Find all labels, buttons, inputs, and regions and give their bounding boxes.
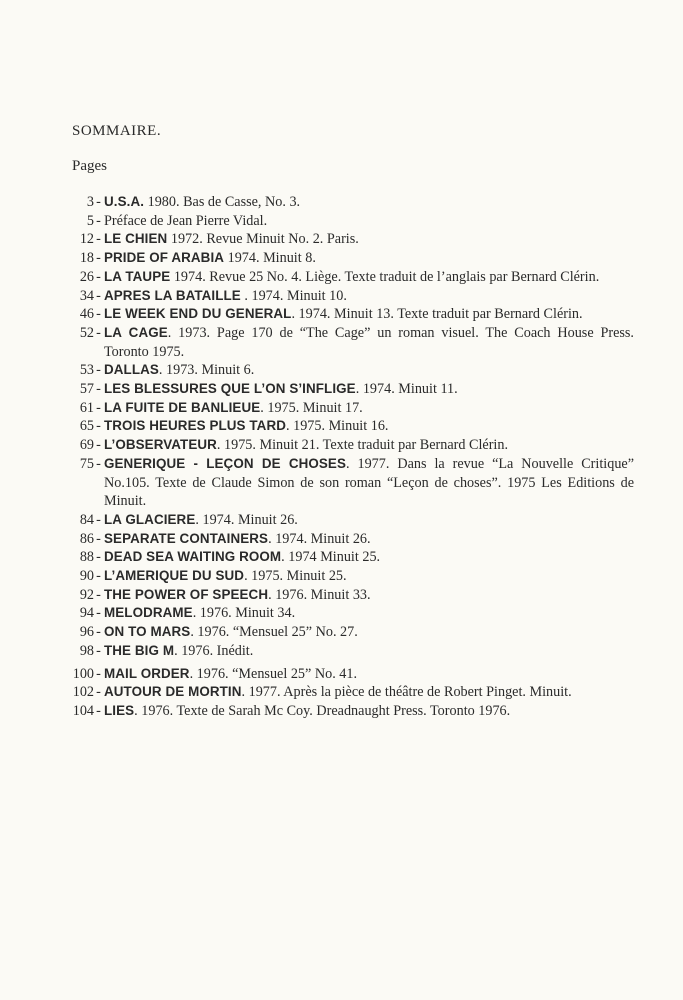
page-number: 96 (79, 624, 94, 641)
entry-details: . 1975. Minuit 16. (286, 418, 389, 435)
entry-details: . 1975. Minuit 17. (260, 399, 363, 416)
page-number: 92 (79, 586, 94, 603)
separator-dash: - (96, 250, 101, 267)
entry-details: . 1974. Minuit 26. (268, 530, 371, 547)
entry-description (103, 212, 634, 231)
page-number: 98 (79, 642, 94, 659)
entry-title: SEPARATE CONTAINERS (104, 530, 269, 546)
entry-title: DEAD SEA WAITING ROOM (104, 549, 282, 565)
toc-entry (0, 642, 683, 661)
entry-description (103, 436, 634, 455)
separator-dash: - (96, 194, 101, 210)
page-heading: SOMMAIRE. (72, 123, 162, 139)
entry-description (103, 230, 634, 249)
toc-entry (0, 380, 683, 399)
toc-entry (0, 230, 683, 249)
entry-title: APRES LA BATAILLE (104, 287, 241, 303)
toc-entry (0, 623, 683, 642)
toc-entry (0, 455, 683, 511)
entry-description (103, 249, 634, 268)
separator-dash: - (96, 437, 101, 454)
entry-details: . 1973. Page 170 de “The Cage” un roman visuel. The Coach House Press. Toronto 1975. (104, 324, 634, 360)
entry-details: . 1973. Minuit 6. (158, 362, 255, 379)
entry-description (103, 567, 634, 586)
entry-details: . 1975. Minuit 21. Texte traduit par Bernard Clérin. (216, 437, 509, 454)
entry-details: . 1977. Après la pièce de théâtre de Robert Pinget. Minuit. (241, 684, 572, 701)
entry-details: 1972. Revue Minuit No. 2. Paris. (167, 231, 359, 248)
separator-dash: - (96, 399, 101, 416)
entry-title: AUTOUR DE MORTIN (104, 684, 242, 700)
separator-dash: - (96, 586, 101, 603)
entry-details: 1974. Minuit 8. (224, 250, 316, 267)
entry-details: . 1976. “Mensuel 25” No. 27. (190, 624, 358, 641)
page-number: 102 (72, 684, 94, 701)
separator-dash: - (96, 549, 101, 566)
toc-entry (0, 287, 683, 306)
page-number: 84 (79, 511, 94, 528)
entry-details: . 1974. Minuit 13. Texte traduit par Bernard Clérin. (291, 306, 583, 323)
page-number: 52 (79, 324, 94, 341)
page-number: 100 (72, 665, 94, 682)
toc-entry (0, 212, 683, 231)
entry-description (103, 193, 634, 212)
toc-entry (0, 604, 683, 623)
toc-entry (0, 683, 683, 702)
entry-title: PRIDE OF ARABIA (104, 250, 225, 266)
entry-description (103, 380, 634, 399)
table-of-contents (0, 193, 683, 721)
entry-title: L’OBSERVATEUR (104, 437, 217, 453)
separator-dash: - (96, 511, 101, 528)
entry-title: LA FUITE DE BANLIEUE (104, 399, 261, 415)
page-number: 94 (79, 605, 94, 622)
page-number: 65 (79, 418, 94, 435)
toc-entry (0, 361, 683, 380)
toc-entry (0, 586, 683, 605)
entry-description (103, 287, 634, 306)
toc-entry (0, 511, 683, 530)
page-number: 88 (79, 549, 94, 566)
entry-title: ON TO MARS (104, 624, 191, 640)
entry-title: LE WEEK END DU GENERAL (104, 306, 292, 322)
toc-entry (0, 324, 683, 361)
entry-description (103, 623, 634, 642)
entry-title: L’AMERIQUE DU SUD (104, 568, 245, 584)
entry-description (103, 399, 634, 418)
page-number: 3 (86, 194, 94, 210)
entry-description (103, 665, 634, 684)
entry-details: . 1976. Texte de Sarah Mc Coy. Dreadnaught Press. Toronto 1976. (134, 702, 511, 719)
entry-title: THE BIG M (104, 642, 175, 658)
page-number: 57 (79, 381, 94, 398)
entry-description (103, 455, 634, 511)
separator-dash: - (96, 665, 101, 682)
separator-dash: - (96, 455, 101, 472)
entry-details: . 1976. Minuit 33. (268, 586, 371, 603)
entry-title: LE CHIEN (104, 231, 168, 247)
entry-details: . 1976. Inédit. (174, 642, 254, 659)
entry-description (103, 530, 634, 549)
separator-dash: - (96, 268, 101, 285)
entry-details: . 1974. Minuit 10. (240, 287, 347, 304)
entry-description (103, 604, 634, 623)
entry-description (103, 702, 634, 721)
entry-title: LIES (104, 702, 135, 718)
entry-description (103, 417, 634, 436)
entry-title: MELODRAME (104, 605, 193, 621)
entry-description (103, 268, 634, 287)
separator-dash: - (96, 418, 101, 435)
separator-dash: - (96, 702, 101, 719)
separator-dash: - (96, 684, 101, 701)
page-number: 26 (79, 268, 94, 285)
pages-column-label: Pages (72, 158, 107, 174)
page-number: 90 (79, 568, 94, 585)
separator-dash: - (96, 306, 101, 323)
toc-entry (0, 548, 683, 567)
entry-details: . 1974. Minuit 11. (355, 381, 458, 398)
separator-dash: - (96, 362, 101, 379)
entry-details: . 1974. Minuit 26. (195, 511, 298, 528)
page-number: 18 (79, 250, 94, 267)
entry-details: . 1977. Dans la revue “La Nouvelle Critique” No.105. Texte de Claude Simon de son roman “Leçon de choses”. 1975 Les Editions de Minuit. (104, 455, 635, 510)
entry-title: U.S.A. (104, 194, 145, 209)
toc-entry (0, 305, 683, 324)
separator-dash: - (96, 324, 101, 341)
toc-entry (0, 249, 683, 268)
entry-description (103, 683, 634, 702)
entry-details: . 1976. “Mensuel 25” No. 41. (189, 665, 358, 682)
toc-entry (0, 436, 683, 455)
entry-description (103, 324, 634, 361)
page-number: 104 (72, 702, 94, 719)
toc-entry (0, 702, 683, 721)
separator-dash: - (96, 642, 101, 659)
separator-dash: - (96, 568, 101, 585)
page-number: 46 (79, 306, 94, 323)
entry-details: Préface de Jean Pierre Vidal. (104, 212, 268, 229)
entry-description (103, 305, 634, 324)
entry-title: TROIS HEURES PLUS TARD (104, 418, 286, 434)
separator-dash: - (96, 287, 101, 304)
entry-title: LA CAGE (104, 324, 168, 340)
separator-dash: - (96, 381, 101, 398)
page-number: 34 (79, 287, 94, 304)
page-number: 86 (79, 530, 94, 547)
toc-entry (0, 417, 683, 436)
page-number: 61 (79, 399, 94, 416)
entry-title: THE POWER OF SPEECH (104, 586, 269, 602)
entry-title: GENERIQUE - LEÇON DE CHOSES (104, 455, 346, 471)
page-number: 12 (79, 231, 94, 248)
entry-description (103, 586, 634, 605)
entry-title: LES BLESSURES QUE L’ON S’INFLIGE (104, 381, 356, 397)
entry-title: MAIL ORDER (104, 665, 190, 681)
entry-details: . 1975. Minuit 25. (244, 568, 347, 585)
toc-entry (0, 567, 683, 586)
page-number: 5 (86, 212, 94, 229)
toc-entry (0, 268, 683, 287)
separator-dash: - (96, 231, 101, 248)
entry-title: LA TAUPE (104, 268, 171, 284)
toc-entry (0, 530, 683, 549)
entry-details: . 1976. Minuit 34. (192, 605, 296, 622)
entry-title: LA GLACIERE (104, 511, 196, 527)
page-number: 53 (79, 362, 94, 379)
separator-dash: - (96, 624, 101, 641)
toc-entry (0, 665, 683, 684)
entry-description (103, 548, 634, 567)
entry-title: DALLAS (104, 362, 159, 378)
toc-entry (0, 193, 683, 212)
entry-description (103, 642, 634, 661)
entry-description (103, 511, 634, 530)
separator-dash: - (96, 212, 101, 229)
page-number: 69 (79, 437, 94, 454)
page-number: 75 (79, 455, 94, 472)
entry-description (103, 361, 634, 380)
separator-dash: - (96, 605, 101, 622)
toc-entry (0, 399, 683, 418)
entry-details: . 1974 Minuit 25. (281, 549, 381, 566)
separator-dash: - (96, 530, 101, 547)
entry-details: 1980. Bas de Casse, No. 3. (144, 194, 301, 210)
entry-details: 1974. Revue 25 No. 4. Liège. Texte traduit de l’anglais par Bernard Clérin. (170, 268, 600, 285)
